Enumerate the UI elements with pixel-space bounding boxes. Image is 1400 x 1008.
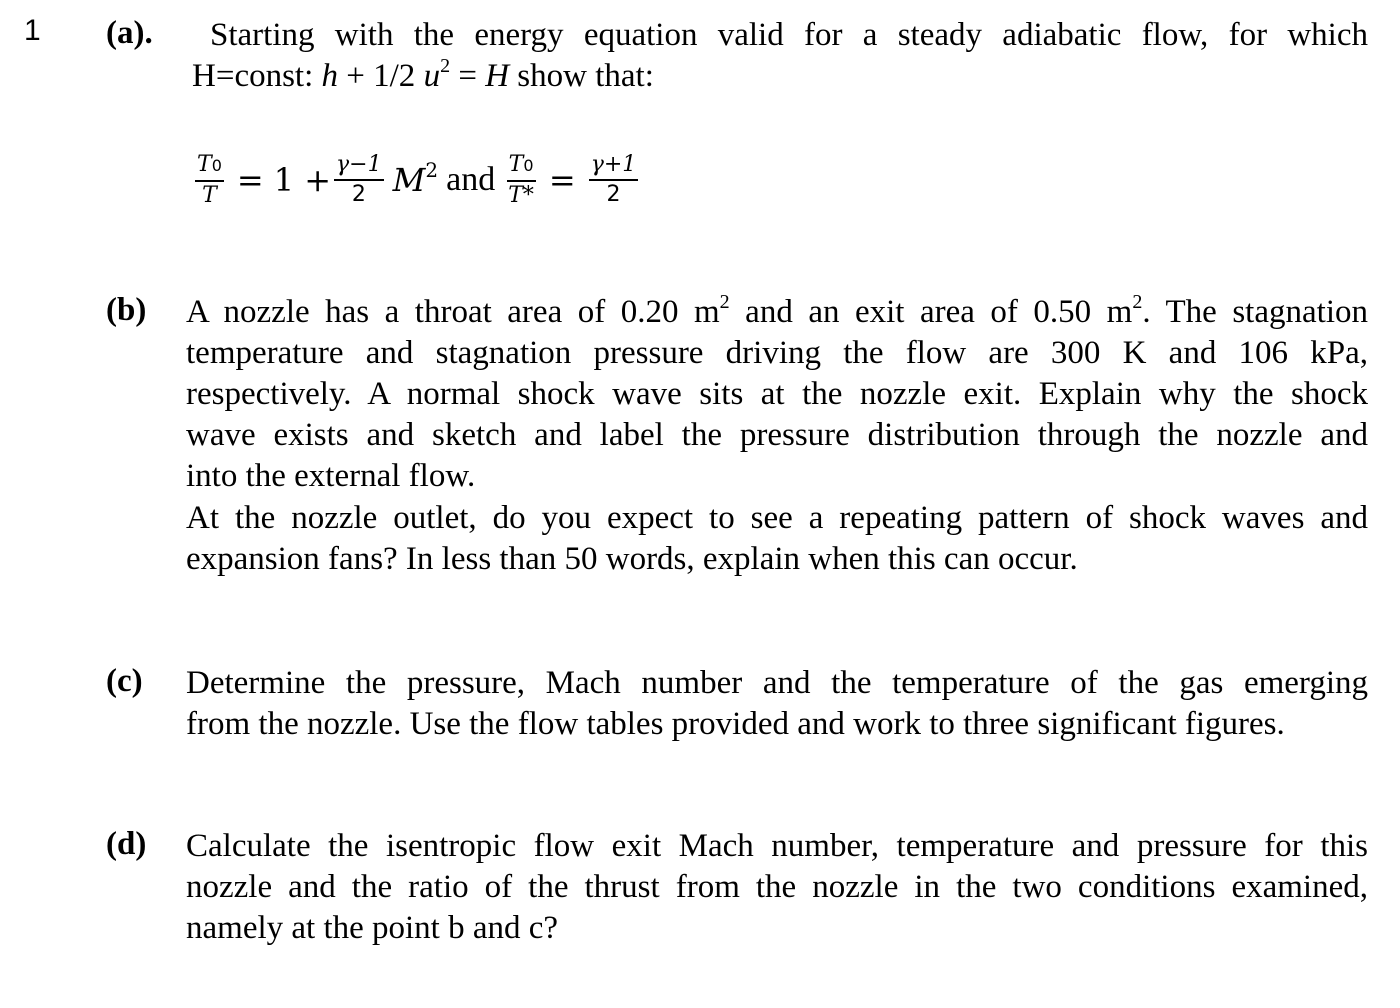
one-plus: 1 + xyxy=(273,161,332,199)
part-b-line-4: wave exists and sketch and label the pressure distribution through the nozzle and xyxy=(186,417,1368,453)
part-c-label: (c) xyxy=(106,663,143,699)
part-c-line-2: from the nozzle. Use the flow tables provided and work to three significant figures. xyxy=(186,706,1285,742)
part-a-line-1: Starting with the energy equation valid for a steady adiabatic flow, for which xyxy=(210,17,1368,53)
equals-sign-2: = xyxy=(548,161,576,199)
part-b-line-3: respectively. A normal shock wave sits at the nozzle exit. Explain why the shock xyxy=(186,376,1368,412)
part-d-line-3: namely at the point b and c? xyxy=(186,910,559,946)
part-b-line-5: into the external flow. xyxy=(186,458,476,494)
part-b-line-6: At the nozzle outlet, do you expect to see a repeating pattern of shock waves and xyxy=(186,500,1368,536)
part-a-line-2: H=const: h + 1/2 $u^2 = H$ show that: xyxy=(192,55,654,94)
fraction-t0-over-tstar: $\frac{T0}{T*}$ xyxy=(508,151,534,208)
part-a-label: (a). xyxy=(106,15,153,51)
question-number: 1 xyxy=(24,14,41,47)
part-c-line-1: Determine the pressure, Mach number and the temperature of the gas emerging xyxy=(186,665,1368,701)
fraction-gamma-minus-one-over-two: $\frac{\gamma-1}{2}$ xyxy=(336,152,382,207)
part-d-line-2: nozzle and the ratio of the thrust from the nozzle in the two conditions examined, xyxy=(186,869,1368,905)
mach-squared: $M^2$ xyxy=(392,158,439,199)
part-b-line-7: expansion fans? In less than 50 words, explain when this can occur. xyxy=(186,541,1078,577)
part-b-line-1: A nozzle has a throat area of 0.20 $m^2$ and an exit area of 0.50 $m^2$. The stagnation xyxy=(186,291,1368,330)
energy-equation xyxy=(192,140,641,220)
part-b-label: (b) xyxy=(106,292,147,328)
fraction-t0-over-t: $\frac{T0}{T}$ xyxy=(197,151,222,208)
part-b-line-2: temperature and stagnation pressure driving the flow are 300 K and 106 kPa, xyxy=(186,335,1368,371)
fraction-gamma-plus-one-over-two: $\frac{\gamma+1}{2}$ xyxy=(590,152,637,207)
part-d-label: (d) xyxy=(106,826,147,862)
and-word: and xyxy=(446,161,496,198)
equals-sign: = xyxy=(236,161,264,199)
part-d-line-1: Calculate the isentropic flow exit Mach number, temperature and pressure for this xyxy=(186,828,1368,864)
